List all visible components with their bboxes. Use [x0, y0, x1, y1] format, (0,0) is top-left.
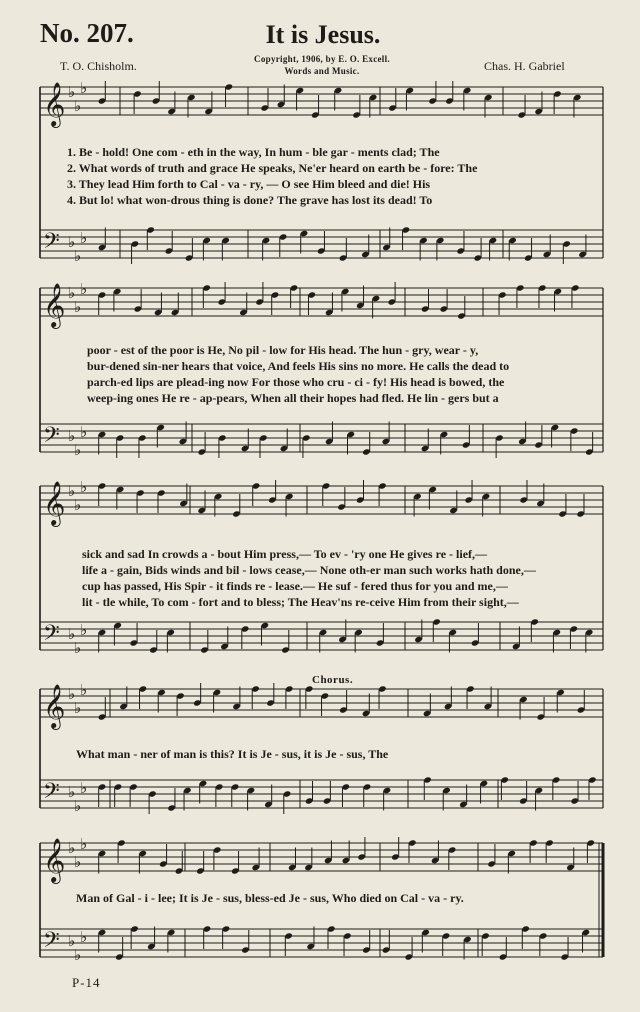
flat-icon: ♭ [80, 229, 88, 247]
hymn-number: No. 207. [40, 18, 134, 48]
chorus-label: Chorus. [312, 674, 354, 686]
bass-clef-icon: 𝄢 [43, 928, 60, 958]
lyric-line: 2. What words of truth and grace He speaks, Ne'er heard on earth be - fore: The [67, 161, 478, 175]
composer-credit: Chas. H. Gabriel [484, 59, 565, 73]
copyright-subline: Words and Music. [284, 66, 360, 76]
lyricist-credit: T. O. Chisholm. [60, 59, 137, 73]
lyric-line: 1. Be - hold! One com - eth in the way, In hum - ble gar - ments clad; The [67, 145, 440, 159]
flat-icon: ♭ [74, 946, 82, 964]
flat-icon: ♭ [80, 79, 88, 97]
flat-icon: ♭ [74, 97, 82, 115]
flat-icon: ♭ [80, 478, 88, 496]
flat-icon: ♭ [68, 427, 76, 445]
bass-clef-icon: 𝄢 [43, 229, 60, 259]
treble-clef-icon: 𝄞 [43, 684, 66, 728]
flat-icon: ♭ [80, 681, 88, 699]
flat-icon: ♭ [74, 639, 82, 657]
page-number: P-14 [72, 975, 101, 990]
flat-icon: ♭ [68, 482, 76, 500]
lyric-line: weep-ing ones He re - ap-pears, When all their hopes had fled. He lin - gers but a [87, 391, 499, 405]
bass-clef-icon: 𝄢 [43, 621, 60, 651]
flat-icon: ♭ [68, 839, 76, 857]
hymn-title: It is Jesus. [265, 20, 381, 49]
bass-clef-icon: 𝄢 [43, 423, 60, 453]
flat-icon: ♭ [68, 932, 76, 950]
flat-icon: ♭ [74, 853, 82, 871]
flat-icon: ♭ [68, 783, 76, 801]
lyric-line: sick and sad In crowds a - bout Him press,— To ev - 'ry one He gives re - lief,— [82, 547, 488, 561]
treble-clef-icon: 𝄞 [43, 283, 66, 327]
lyric-line: 4. But lo! what won-drous thing is done? The grave has lost its dead! To [67, 193, 433, 207]
flat-icon: ♭ [80, 621, 88, 639]
flat-icon: ♭ [80, 779, 88, 797]
lyric-line: lit - tle while, To com - fort and to bless; The Heav'ns re-ceive Him from their sight,— [82, 595, 519, 609]
flat-icon: ♭ [80, 280, 88, 298]
flat-icon: ♭ [68, 83, 76, 101]
treble-clef-icon: 𝄞 [43, 481, 66, 525]
flat-icon: ♭ [74, 298, 82, 316]
bass-clef-icon: 𝄢 [43, 779, 60, 809]
flat-icon: ♭ [68, 284, 76, 302]
lyric-line: poor - est of the poor is He, No pil - low for His head. The hun - gry, wear - y, [87, 343, 479, 357]
flat-icon: ♭ [80, 928, 88, 946]
flat-icon: ♭ [80, 423, 88, 441]
lyric-line: bur-dened sin-ner hears that voice, And feels His sins no more. He calls the dead to [87, 359, 510, 373]
flat-icon: ♭ [74, 496, 82, 514]
flat-icon: ♭ [74, 441, 82, 459]
lyric-line: parch-ed lips are plead-ing now For those who cru - ci - fy! His head is bowed, the [87, 375, 505, 389]
flat-icon: ♭ [68, 233, 76, 251]
flat-icon: ♭ [68, 685, 76, 703]
flat-icon: ♭ [80, 835, 88, 853]
lyric-line: cup has passed, His Spir - it finds re - lease.— He suf - fered thus for you and me,— [82, 579, 508, 593]
lyric-line: 3. They lead Him forth to Cal - va - ry, — O see Him bleed and die! His [67, 177, 431, 191]
treble-clef-icon: 𝄞 [43, 82, 66, 126]
flat-icon: ♭ [74, 247, 82, 265]
lyric-line: What man - ner of man is this? It is Je - sus, it is Je - sus, The [76, 747, 389, 761]
lyric-line: life a - gain, Bids winds and bil - lows cease,— None oth-er man such works hath done,— [82, 563, 536, 577]
lyric-line: Man of Gal - i - lee; It is Je - sus, bless-ed Je - sus, Who died on Cal - va - ry. [76, 891, 464, 905]
treble-clef-icon: 𝄞 [43, 838, 66, 882]
flat-icon: ♭ [74, 699, 82, 717]
flat-icon: ♭ [74, 797, 82, 815]
flat-icon: ♭ [68, 625, 76, 643]
copyright-line: Copyright, 1906, by E. O. Excell. [254, 54, 390, 64]
